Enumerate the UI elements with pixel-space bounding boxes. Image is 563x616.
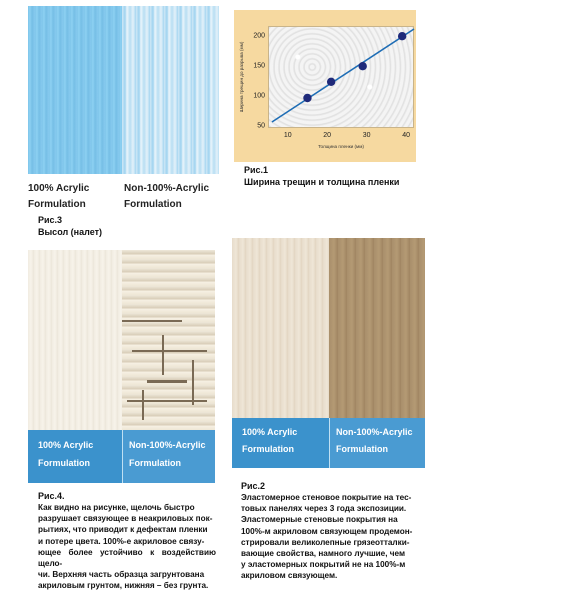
fig4-text-line: чи. Верхняя часть образца загрунтована xyxy=(38,570,205,580)
fig3-label-right-1: Non-100%-Acrylic xyxy=(124,183,210,194)
data-point xyxy=(398,32,406,40)
fig2-text-line: у эластомерных покрытий не на 100%-м xyxy=(241,560,406,570)
fig4-band-left-1: 100% Acrylic xyxy=(38,440,94,450)
x-tick-label: 10 xyxy=(283,132,292,139)
fig4-text-line: ющее более устойчиво к воздействию щело- xyxy=(38,547,216,569)
data-point xyxy=(327,78,335,86)
fig4-text-line: Как видно на рисунке, щелочь быстро xyxy=(38,503,195,512)
fig4-band-right-1: Non-100%-Acrylic xyxy=(129,440,206,450)
fig2-band-left-2: Formulation xyxy=(242,444,294,454)
x-tick-label: 30 xyxy=(362,132,371,139)
fig2-band-left-1: 100% Acrylic xyxy=(242,427,298,437)
y-axis-label: Ширина трещин до разрыва (мм) xyxy=(239,41,244,113)
fig2-text-line: товых панелях через 3 года экспозиции. xyxy=(241,504,407,514)
data-point xyxy=(303,94,311,102)
fig4-text-line: разрушает связующее в неакриловых пок- xyxy=(38,514,213,524)
x-axis-label: Толщина пленки (мм) xyxy=(318,144,364,149)
fig4-caption-number: Рис.4. xyxy=(38,491,65,501)
y-tick-label: 100 xyxy=(253,92,265,100)
fig2-caption-number: Рис.2 xyxy=(241,481,266,491)
fig4-label-band xyxy=(28,430,215,483)
y-tick-label: 200 xyxy=(253,32,265,40)
fig2-text-line: Эластомерное стеновое покрытие на тес- xyxy=(241,493,412,502)
fig1-caption-number: Рис.1 xyxy=(244,165,269,175)
fig3-label-left-1: 100% Acrylic xyxy=(28,183,90,194)
fig2-band-right-1: Non-100%-Acrylic xyxy=(336,427,413,437)
fig2-text-line: вающие свойства, намного лучшие, чем xyxy=(241,549,406,559)
fig2-description xyxy=(241,492,427,582)
fig3-caption-text: Высол (налет) xyxy=(38,227,103,237)
fig2-text-line: 100%-м акриловом связующем продемон- xyxy=(241,526,413,536)
fig4-text-line: акриловым грунтом, нижняя – без грунта. xyxy=(38,581,209,591)
fig3-label-left-2: Formulation xyxy=(28,199,86,210)
fig3-caption-number: Рис.3 xyxy=(38,215,63,225)
x-tick-label: 20 xyxy=(323,132,332,139)
fig4-non-acrylic-sample xyxy=(122,250,215,430)
fig2-non-acrylic-sample xyxy=(329,238,425,418)
fig2-text-line: стрировали великолепные грязеотталки- xyxy=(241,537,410,547)
y-tick-label: 50 xyxy=(257,122,265,130)
fig3-non-acrylic-sample xyxy=(122,6,219,174)
fig3-acrylic-sample xyxy=(28,6,122,174)
fig4-band-right-2: Formulation xyxy=(129,458,181,468)
fig1-caption-text: Ширина трещин и толщина пленки xyxy=(244,177,400,187)
fig2-band-right-2: Formulation xyxy=(336,444,388,454)
fig4-text-line: и потере цвета. 100%-е акриловое связу- xyxy=(38,536,205,546)
fig2-text-line: Эластомерные стеновые покрытия на xyxy=(241,515,398,525)
fig4-band-left-2: Formulation xyxy=(38,458,90,468)
trend-line xyxy=(272,29,414,122)
fig2-label-band xyxy=(232,418,425,468)
fig4-acrylic-sample xyxy=(28,250,122,430)
fig2-acrylic-sample xyxy=(232,238,329,418)
fig4-text-line: рытиях, что приводит к дефектам пленки xyxy=(38,525,208,535)
fig4-description xyxy=(38,502,216,592)
fig1-chart xyxy=(234,10,416,162)
y-tick-label: 150 xyxy=(253,62,265,70)
x-tick-label: 40 xyxy=(402,132,411,139)
fig3-label-right-2: Formulation xyxy=(124,199,182,210)
fig2-text-line: акриловом связующем. xyxy=(241,571,338,581)
data-point xyxy=(359,62,367,70)
